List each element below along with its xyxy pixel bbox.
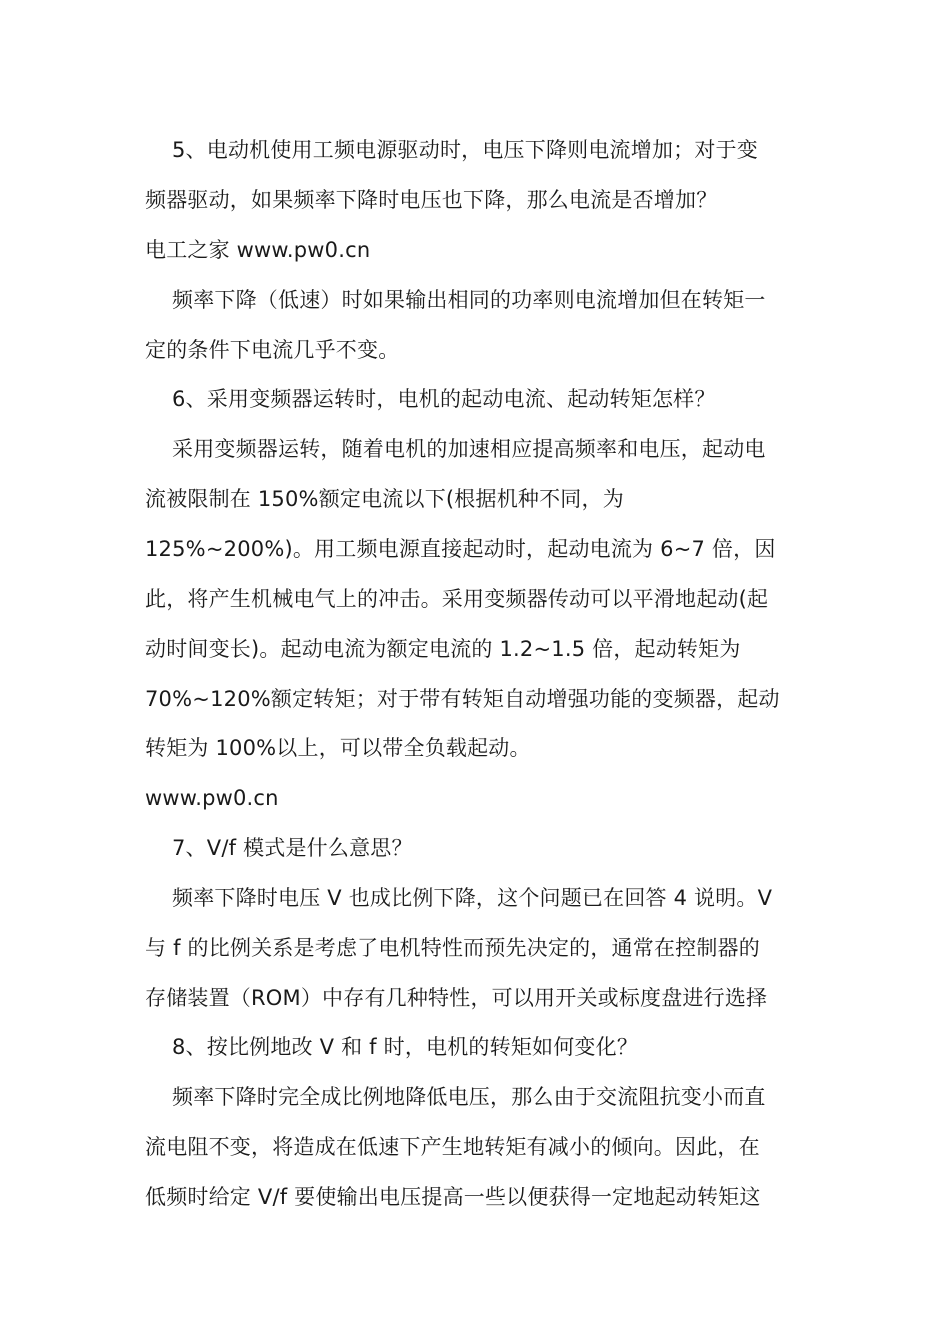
answer-8-line-3: 低频时给定 V/f 要使输出电压提高一些以便获得一定地起动转矩这 [145,1185,761,1209]
question-7-line: 7、V/f 模式是什么意思？ [172,836,413,860]
question-5-line-1: 5、电动机使用工频电源驱动时，电压下降则电流增加；对于变 [172,138,758,162]
question-6-line: 6、采用变频器运转时，电机的起动电流、起动转矩怎样？ [172,387,716,411]
answer-7-line-2: 与 f 的比例关系是考虑了电机特性而预先决定的，通常在控制器的 [145,936,760,960]
answer-7-line-3: 存储装置（ROM）中存有几种特性，可以用开关或标度盘进行选择 [145,986,768,1010]
answer-7-line-1: 频率下降时电压 V 也成比例下降，这个问题已在回答 4 说明。V [172,886,773,910]
answer-5-line-2: 定的条件下电流几乎不变。 [145,338,400,362]
answer-6-line-7: 转矩为 100%以上，可以带全负载起动。 [145,736,531,760]
answer-8-line-1: 频率下降时完全成比例地降低电压，那么由于交流阻抗变小而直 [172,1085,766,1109]
site-url-line: www.pw0.cn [145,786,279,810]
answer-6-line-5: 动时间变长)。起动电流为额定电流的 1.2~1.5 倍，起动转矩为 [145,637,741,661]
answer-6-line-6: 70%~120%额定转矩；对于带有转矩自动增强功能的变频器，起动 [145,687,780,711]
answer-8-line-2: 流电阻不变，将造成在低速下产生地转矩有减小的倾向。因此，在 [145,1135,760,1159]
answer-6-line-3: 125%~200%)。用工频电源直接起动时，起动电流为 6~7 倍，因 [145,537,776,561]
answer-6-line-2: 流被限制在 150%额定电流以下(根据机种不同，为 [145,487,624,511]
site-watermark-line: 电工之家 www.pw0.cn [145,238,371,262]
answer-5-line-1: 频率下降（低速）时如果输出相同的功率则电流增加但在转矩一 [172,288,766,312]
question-5-line-2: 频器驱动，如果频率下降时电压也下降，那么电流是否增加？ [145,188,718,212]
answer-6-line-1: 采用变频器运转，随着电机的加速相应提高频率和电压，起动电 [172,437,766,461]
answer-6-line-4: 此，将产生机械电气上的冲击。采用变频器传动可以平滑地起动(起 [145,587,769,611]
question-8-line: 8、按比例地改 V 和 f 时，电机的转矩如何变化？ [172,1035,639,1059]
